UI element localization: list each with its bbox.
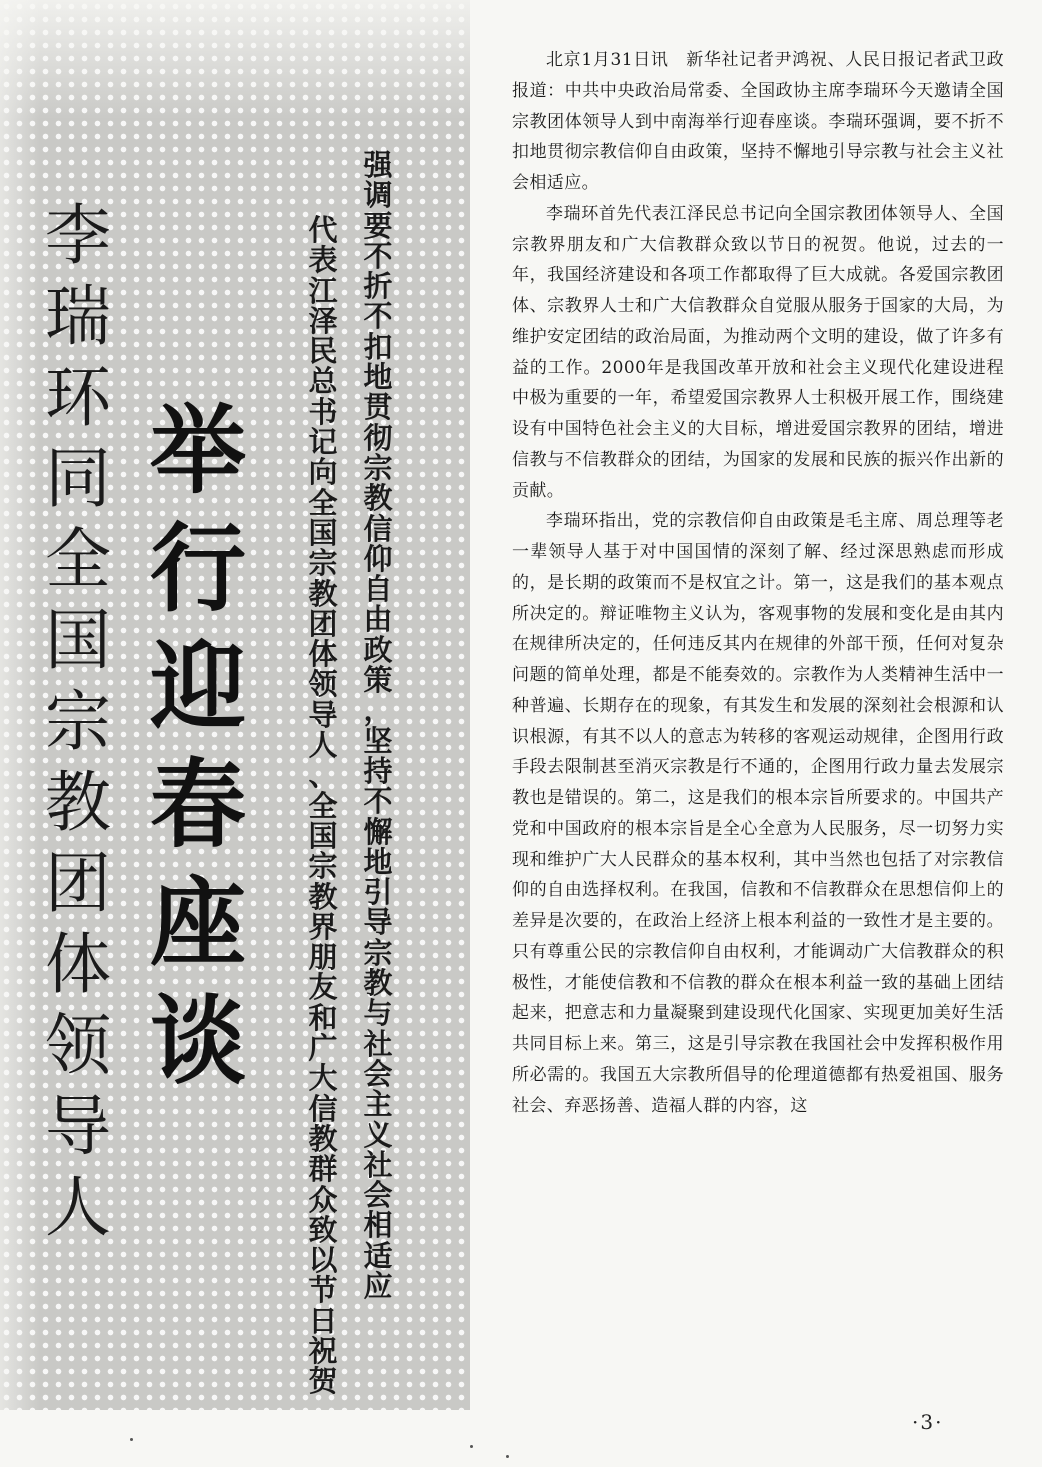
deck-line-2-char: 宗	[308, 546, 338, 581]
main-title-char: 全	[45, 521, 111, 598]
deck-line-2-char: 记	[308, 425, 338, 460]
main-title-char: 宗	[45, 683, 111, 760]
deck-line-2-char: 江	[308, 273, 338, 308]
deck-line-2-char: 教	[308, 879, 338, 914]
deck-line-1-char: 会	[363, 1178, 393, 1213]
deck-line-2-char: 书	[308, 394, 338, 429]
deck-line-1-char: 懈	[363, 814, 393, 849]
deck-line-1-char: 相	[363, 1208, 393, 1243]
deck-line-1-char: 信	[363, 511, 393, 546]
deck-line-1-char: 引	[363, 875, 393, 910]
deck-line-1-char: 义	[363, 1117, 393, 1152]
article-paragraph: 李瑞环首先代表江泽民总书记向全国宗教团体领导人、全国宗教界朋友和广大信教群众致以节日的祝贺。他说，过去的一年，我国经济建设和各项工作都取得了巨大成就。各爱国宗教团体、宗教界人士和广大信教群众自觉服从服务于国家的大局，为维护安定团结的政治局面，为推动两个文明的建设，做了许多有益的工作。2000年是我国改革开放和社会主义现代化建设进程中极为重要的一年，希望爱国宗教界人士积极开展工作，围绕建设有中国特色社会主义的大目标，增进爱国宗教界的团结，增进信教与不信教群众的团结，为国家的发展和民族的振兴作出新的贡献。	[512, 203, 1004, 501]
main-title-char: 瑞	[45, 278, 111, 355]
deck-line-2-char: 广	[308, 1031, 338, 1066]
deck-line-1-char: 强	[363, 148, 393, 182]
deck-line-1-char: 自	[363, 572, 393, 607]
deck-line-2-char: 以	[308, 1243, 338, 1278]
main-title-char: 团	[45, 845, 111, 922]
deck-line-2-char: 祝	[308, 1333, 338, 1368]
deck-line-1-char: 社	[363, 1147, 393, 1182]
deck-line-2-char: 友	[308, 970, 338, 1005]
sub-title-char: 春	[150, 749, 246, 861]
deck-line-2-char: 朋	[308, 940, 338, 975]
deck-line-1-char: 主	[363, 1087, 393, 1122]
sub-title-char: 谈	[150, 985, 246, 1097]
deck-line-1-char: 导	[363, 905, 393, 940]
print-speck	[506, 1455, 509, 1458]
sub-title	[138, 392, 258, 1100]
deck-line-1-char: 宗	[363, 935, 393, 970]
page-number: ·3·	[912, 1410, 944, 1434]
deck-line-2-char: 国	[308, 515, 338, 550]
main-title-char: 人	[45, 1169, 111, 1246]
deck-line-1-char: 教	[363, 481, 393, 516]
deck-line-1-char: 社	[363, 1026, 393, 1061]
deck-line-2-char: 致	[308, 1212, 338, 1247]
deck-line-2-char: 众	[308, 1182, 338, 1217]
main-title-char: 同	[45, 440, 111, 517]
deck-line-2-char: 信	[308, 1091, 338, 1126]
deck-line-1-char: 彻	[363, 420, 393, 455]
deck-line-2-char: 体	[308, 637, 338, 672]
deck-line-1-char: 由	[363, 602, 393, 637]
main-title-char: 环	[45, 359, 111, 436]
main-title-char: 李	[45, 197, 111, 274]
main-title-char: 国	[45, 602, 111, 679]
deck-line-1-char: 持	[363, 753, 393, 788]
deck-line-1-char: 要	[363, 208, 393, 243]
deck-line-1	[358, 150, 398, 1301]
deck-line-2-char: 教	[308, 576, 338, 611]
deck-line-1-char: 宗	[363, 450, 393, 485]
print-speck	[130, 1438, 133, 1441]
deck-line-2-char: 领	[308, 667, 338, 702]
deck-line-2	[303, 215, 343, 1397]
deck-line-1-char: 应	[363, 1268, 393, 1303]
deck-line-2-char: 和	[308, 1000, 338, 1035]
deck-line-1-char: 贯	[363, 390, 393, 425]
deck-line-1-char: 教	[363, 966, 393, 1001]
deck-line-2-char: 民	[308, 334, 338, 369]
deck-line-1-char: 坚	[363, 723, 393, 758]
deck-line-2-char: 宗	[308, 849, 338, 884]
deck-line-2-char: 表	[308, 243, 338, 278]
deck-line-2-char: 日	[308, 1303, 338, 1338]
sub-title-char: 迎	[150, 631, 246, 743]
article-paragraph: 北京1月31日讯 新华社记者尹鸿祝、人民日报记者武卫政报道：中共中央政治局常委、全国政协主席李瑞环今天邀请全国宗教团体领导人到中南海举行迎春座谈。李瑞环强调，要不折不扣地贯彻宗教信仰自由政策，坚持不懈地引导宗教与社会主义社会相适应。	[512, 50, 1004, 193]
article-paragraph: 李瑞环指出，党的宗教信仰自由政策是毛主席、周总理等老一辈领导人基于对中国国情的深刻了解、经过深思熟虑而形成的，是长期的政策而不是权宜之计。第一，这是我们的基本观点所决定的。辩证唯物主义认为，客观事物的发展和变化是由其内在规律所决定的，任何违反其内在规律的外部干预，任何对复杂问题的简单处理，都是不能奏效的。宗教作为人类精神生活中一种普遍、长期存在的现象，有其发生和发展的深刻社会根源和认识根源，有其不以人的意志为转移的客观运动规律，企图用行政手段去限制甚至消灭宗教是行不通的，企图用行政力量去发展宗教也是错误的。第二，这是我们的根本宗旨所要求的。中国共产党和中国政府的根本宗旨是全心全意为人民服务，尽一切努力实现和维护广大人民群众的基本权利，其中当然也包括了对宗教信仰的自由选择权利。在我国，信教和不信教群众在思想信仰上的差异是次要的，在政治上经济上根本利益的一致性才是主要的。只有尊重公民的宗教信仰自由权利，才能调动广大信教群众的积极性，才能使信教和不信教的群众在根本利益一致的基础上团结起来，把意志和力量凝聚到建设现代化国家、实现更加美好生活共同目标上来。第三，这是引导宗教在我国社会中发挥积极作用所必需的。我国五大宗教所倡导的伦理道德都有热爱祖国、服务社会、弃恶扬善、造福人群的内容，这	[512, 511, 1004, 1116]
deck-line-1-char: 不	[363, 299, 393, 334]
deck-line-2-char: 贺	[308, 1364, 338, 1399]
deck-line-2-char: 国	[308, 818, 338, 853]
deck-line-1-char: 扣	[363, 329, 393, 364]
deck-line-2-char: 总	[308, 364, 338, 399]
sub-title-char: 座	[150, 867, 246, 979]
main-title-char: 领	[45, 1007, 111, 1084]
deck-line-1-char: 地	[363, 844, 393, 879]
deck-line-1-char: 折	[363, 269, 393, 304]
deck-line-2-char: 导	[308, 697, 338, 732]
deck-line-1-char: 仰	[363, 541, 393, 576]
deck-line-1-char: 政	[363, 632, 393, 667]
deck-line-2-char: 大	[308, 1061, 338, 1096]
deck-line-2-char: 代	[308, 213, 338, 247]
main-title-char: 教	[45, 764, 111, 841]
deck-line-2-char: 全	[308, 485, 338, 520]
article-body	[512, 45, 1004, 1407]
main-title-char: 体	[45, 926, 111, 1003]
deck-line-2-char: 界	[308, 909, 338, 944]
deck-line-1-char: 适	[363, 1238, 393, 1273]
sub-title-char: 举	[150, 395, 246, 507]
deck-line-2-char: 群	[308, 1152, 338, 1187]
deck-line-2-char: 教	[308, 1121, 338, 1156]
deck-line-1-char: 策	[363, 663, 393, 698]
print-speck	[470, 1445, 473, 1448]
deck-line-2-char: 节	[308, 1273, 338, 1308]
deck-line-1-char: 不	[363, 784, 393, 819]
deck-line-2-char: 人	[308, 728, 338, 763]
deck-line-2-char: 全	[308, 788, 338, 823]
halftone-fade-top	[0, 0, 470, 120]
deck-line-1-char: 地	[363, 360, 393, 395]
deck-line-2-char: 向	[308, 455, 338, 490]
deck-line-1-char: ，	[363, 693, 393, 728]
deck-line-1-char: 与	[363, 996, 393, 1031]
deck-line-2-char: 团	[308, 606, 338, 641]
main-title-char: 导	[45, 1088, 111, 1165]
sub-title-char: 行	[150, 513, 246, 625]
main-title	[28, 195, 128, 1248]
deck-line-1-char: 会	[363, 1056, 393, 1091]
deck-line-2-char: 泽	[308, 303, 338, 338]
deck-line-1-char: 不	[363, 238, 393, 273]
deck-line-2-char: 、	[308, 758, 338, 793]
deck-line-1-char: 调	[363, 178, 393, 213]
